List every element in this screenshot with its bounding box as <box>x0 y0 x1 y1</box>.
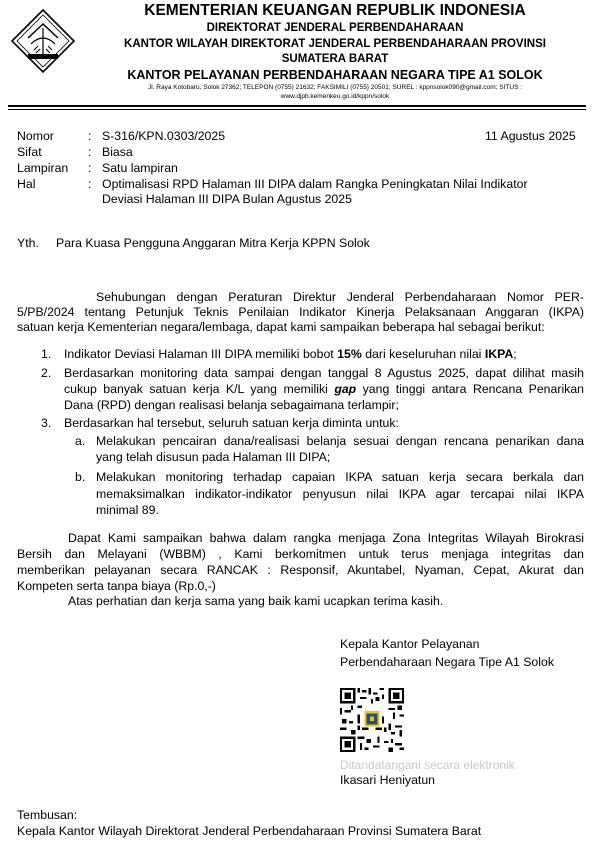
sub-a-line-1: Melakukan pencairan dana/realisasi belanja sesuai dengan rencana penarikan dana <box>96 434 584 448</box>
closing-line-2: Bersih dan Melayani (WBBM) , Kami berkomitmen untuk terus menjaga integritas dan <box>17 547 584 561</box>
hal-label: Hal <box>17 177 36 191</box>
hal-value-line-1: Optimalisasi RPD Halaman III DIPA dalam Rangka Peningkatan Nilai Indikator <box>102 177 528 191</box>
cc-label: Tembusan: <box>17 808 78 822</box>
intro-line-1: Sehubungan dengan Peraturan Direktur Jenderal Perbendaharaan Nomor PER- <box>96 290 584 304</box>
item-2-number: 2. <box>41 366 52 380</box>
colon: : <box>88 145 92 159</box>
office-address: Jl. Raya Kotobaru, Solok 27362; TELEPON (0755) 21632; FAKSIMILI (0755) 20501; SUREL : kppnsolok090@gmail.com; SITUS : <box>147 84 523 91</box>
weight-value: 15% <box>337 347 362 361</box>
cc-recipient: Kepala Kantor Wilayah Direktorat Jenderal Perbendaharaan Provinsi Sumatera Barat <box>17 824 482 838</box>
nomor-label: Nomor <box>17 129 54 143</box>
sub-a-line-2: yang telah disusun pada Halaman III DIPA; <box>96 450 331 464</box>
item-3-line-1: Berdasarkan hal tersebut, seluruh satuan kerja diminta untuk: <box>64 416 399 430</box>
item-2-line-2: cukup banyak satuan kerja K/L yang memiliki gap yang tinggi antara Rencana Penarikan <box>64 382 584 396</box>
signatory-title-1: Kepala Kantor Pelayanan <box>340 637 480 651</box>
signatory-title-2: Perbendaharaan Negara Tipe A1 Solok <box>340 655 554 669</box>
colon: : <box>88 177 92 191</box>
office-name: KANTOR PELAYANAN PERBENDAHARAAN NEGARA TIPE A1 SOLOK <box>127 68 543 82</box>
recipient-name: Para Kuasa Pengguna Anggaran Mitra Kerja KPPN Solok <box>56 236 370 250</box>
closing-line-4: Kompeten serta tanpa biaya (Rp.0,-) <box>17 579 216 593</box>
gap-term: gap <box>334 382 357 396</box>
closing-thanks: Atas perhatian dan kerja sama yang baik kami ucapkan terima kasih. <box>68 594 444 608</box>
letterhead-rule-thin <box>8 109 586 110</box>
closing-line-1: Dapat Kami sampaikan bahwa dalam rangka menjaga Zona Integritas Wilayah Birokrasi <box>68 531 584 545</box>
closing-line-3: memberikan pelayanan secara RANCAK : Responsif, Akuntabel, Nyaman, Cepat, Akurat dan <box>17 563 584 577</box>
regional-office-line-2: SUMATERA BARAT <box>281 53 389 65</box>
ministry-logo <box>10 8 76 74</box>
item-1-text: Indikator Deviasi Halaman III DIPA memiliki bobot 15% dari keseluruhan nilai IKPA; <box>64 347 517 361</box>
yth-label: Yth. <box>17 236 39 250</box>
lampiran-value: Satu lampiran <box>102 161 178 175</box>
regional-office-line-1: KANTOR WILAYAH DIREKTORAT JENDERAL PERBENDAHARAAN PROVINSI <box>124 38 546 50</box>
nomor-value: S-316/KPN.0303/2025 <box>102 129 226 143</box>
office-website: www.djpb.kemenkeu.go.id/kppn/solok <box>280 93 390 100</box>
ikpa-term: IKPA <box>484 347 514 361</box>
ministry-name: KEMENTERIAN KEUANGAN REPUBLIK INDONESIA <box>144 2 526 19</box>
colon: : <box>88 161 92 175</box>
item-1-number: 1. <box>41 347 52 361</box>
directorate-name: DIREKTORAT JENDERAL PERBENDAHARAAN <box>206 22 464 34</box>
item-2-line-1: Berdasarkan monitoring data sampai dengan tanggal 8 Agustus 2025, dapat dilihat masih <box>64 366 584 380</box>
e-sign-note: Ditandatangani secara elektronik <box>340 758 515 772</box>
sifat-label: Sifat <box>17 145 42 159</box>
sub-a-label: a. <box>75 434 86 448</box>
letterhead-rule-thick <box>8 105 586 107</box>
signatory-name: Ikasari Heniyatun <box>340 773 436 787</box>
intro-line-3: satuan kerja Kementerian negara/lembaga, dapat kami sampaikan beberapa hal sebagai berikut: <box>17 320 545 334</box>
sub-b-line-3: minimal 89. <box>96 503 159 517</box>
qr-code <box>340 688 404 752</box>
intro-line-2: 5/PB/2024 tentang Petunjuk Teknis Penilaian Indikator Kinerja Pelaksanaan Anggaran (IKPA) <box>17 305 584 319</box>
hal-value-line-2: Deviasi Halaman III DIPA Bulan Agustus 2025 <box>102 192 352 206</box>
sub-b-line-2: memaksimalkan indikator-indikator penyusun nilai IKPA agar tercapai nilai IKPA <box>96 487 584 501</box>
sub-b-label: b. <box>75 470 86 484</box>
letter-date: 11 Agustus 2025 <box>485 129 576 143</box>
colon: : <box>88 129 92 143</box>
lampiran-label: Lampiran <box>17 161 69 175</box>
item-2-line-3: Dana (RPD) dengan realisasi belanja sebagaimana terlampir; <box>64 398 399 412</box>
item-3-number: 3. <box>41 416 52 430</box>
sub-b-line-1: Melakukan monitoring terhadap capaian IKPA satuan kerja secara berkala dan <box>96 470 584 484</box>
sifat-value: Biasa <box>102 145 133 159</box>
